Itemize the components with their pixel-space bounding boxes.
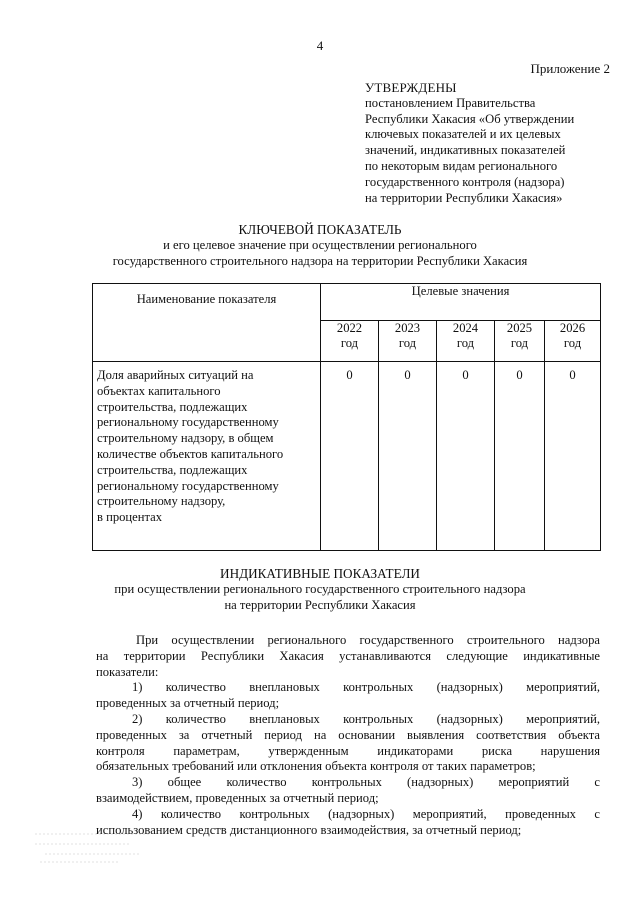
approval-line: государственного контроля (надзора) bbox=[365, 174, 565, 189]
faded-stamp-mark bbox=[30, 826, 160, 866]
list-item-line: проведенных за отчетный период; bbox=[96, 696, 280, 711]
intro-line: показатели: bbox=[96, 664, 159, 679]
header-indicator-name: Наименование показателя bbox=[93, 284, 321, 362]
approval-title: УТВЕРЖДЕНЫ bbox=[365, 80, 457, 95]
indicative-body bbox=[96, 633, 600, 838]
list-item-line: проведенных за отчетный период на основании выявления соответствия объекта bbox=[96, 727, 600, 742]
approval-line: по некоторым видам регионального bbox=[365, 158, 558, 173]
value-2025: 0 bbox=[495, 362, 545, 551]
list-item-line: 2) количество внеплановых контрольных (надзорных) мероприятий, bbox=[132, 711, 600, 726]
approval-block bbox=[365, 80, 615, 206]
list-item-line: использованием средств дистанционного взаимодействия, за отчетный период; bbox=[96, 822, 522, 837]
list-item-line: 1) количество внеплановых контрольных (надзорных) мероприятий, bbox=[132, 680, 600, 695]
header-year-2024: 2024 год bbox=[437, 321, 495, 362]
header-target-values: Целевые значения bbox=[321, 284, 601, 321]
table-row bbox=[93, 362, 601, 551]
value-2022: 0 bbox=[321, 362, 379, 551]
page-number: 4 bbox=[316, 38, 324, 53]
subtitle-line: на территории Республики Хакасия bbox=[224, 597, 416, 612]
approval-line: на территории Республики Хакасия» bbox=[365, 190, 563, 205]
header-year-2023: 2023 год bbox=[379, 321, 437, 362]
subtitle-line: при осуществлении регионального государственного строительного надзора bbox=[114, 582, 526, 596]
key-indicator-table bbox=[92, 283, 601, 551]
header-year-2022: 2022 год bbox=[321, 321, 379, 362]
value-2023: 0 bbox=[379, 362, 437, 551]
value-2024: 0 bbox=[437, 362, 495, 551]
key-indicator-title: КЛЮЧЕВОЙ ПОКАЗАТЕЛЬ bbox=[238, 222, 402, 237]
list-item-line: 3) общее количество контрольных (надзорных) мероприятий с bbox=[132, 775, 600, 790]
list-item-line: взаимодействием, проведенных за отчетный период; bbox=[96, 790, 379, 805]
intro-line: на территории Республики Хакасия устанавливаются следующие индикативные bbox=[96, 648, 600, 663]
indicator-name-cell: Доля аварийных ситуаций на объектах капитального строительства, подлежащих региональному государственному строительному надзору, в общем количестве объектов капитального строительства, подлежащих региональному государственному строительному надзору, в процентах bbox=[93, 362, 321, 551]
header-year-2026: 2026 год bbox=[545, 321, 601, 362]
indicative-subtitle bbox=[0, 582, 640, 614]
approval-line: значений, индикативных показателей bbox=[365, 143, 566, 158]
header-year-2025: 2025 год bbox=[495, 321, 545, 362]
subtitle-line: и его целевое значение при осуществлении регионального bbox=[163, 238, 477, 252]
approval-line: Республики Хакасия «Об утверждении bbox=[365, 111, 575, 126]
list-item-line: обязательных требований или отклонения объекта контроля от таких параметров; bbox=[96, 759, 536, 774]
value-2026: 0 bbox=[545, 362, 601, 551]
approval-line: ключевых показателей и их целевых bbox=[365, 127, 561, 142]
appendix-label: Приложение 2 bbox=[530, 61, 610, 76]
list-item-line: контроля параметрам, утвержденным индикаторами риска нарушения bbox=[96, 743, 600, 758]
indicative-title: ИНДИКАТИВНЫЕ ПОКАЗАТЕЛИ bbox=[220, 566, 420, 581]
key-indicator-subtitle bbox=[0, 238, 640, 270]
list-item-line: 4) количество контрольных (надзорных) мероприятий, проведенных с bbox=[132, 806, 600, 821]
subtitle-line: государственного строительного надзора на территории Республики Хакасия bbox=[112, 253, 528, 268]
approval-line: постановлением Правительства bbox=[365, 95, 536, 110]
intro-line: При осуществлении регионального государственного строительного надзора bbox=[136, 633, 600, 647]
